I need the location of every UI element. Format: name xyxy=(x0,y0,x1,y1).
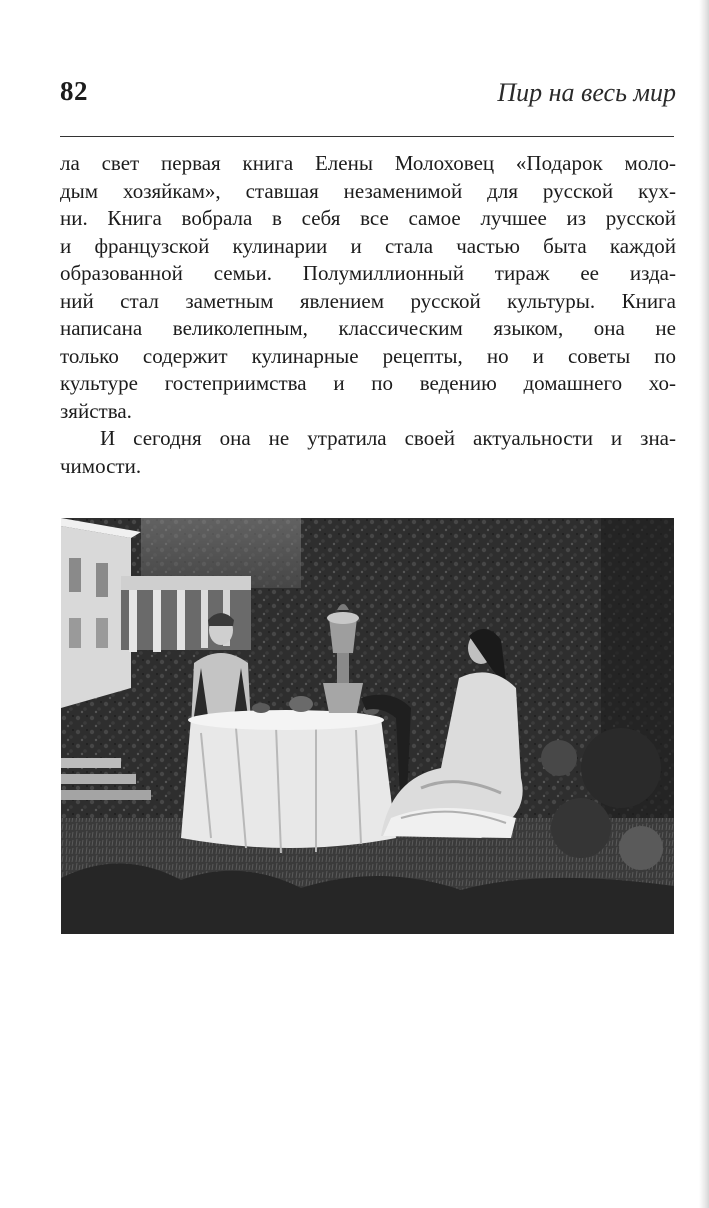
text-line: ла свет первая книга Елены Молоховец «Подарок моло- xyxy=(60,151,676,175)
painting-illustration xyxy=(61,518,674,934)
page-header xyxy=(60,76,676,116)
header-rule xyxy=(60,136,674,137)
running-title: Пир на весь мир xyxy=(497,78,676,107)
text-line: ни. Книга вобрала в себя все самое лучшее из русской xyxy=(60,206,676,230)
tea-party-painting xyxy=(61,518,674,934)
text-line: и французской кулинарии и стала частью быта каждой xyxy=(60,233,676,258)
page-number: 82 xyxy=(60,76,88,106)
text-line: зяйства. xyxy=(60,398,132,423)
text-line: культуре гостеприимства и по ведению домашнего хо- xyxy=(60,371,676,395)
page-edge-shadow xyxy=(699,0,709,1208)
text-line: ний стал заметным явлением русской культуры. Книга xyxy=(60,288,676,313)
text-line: образованной семьи. Полумиллионный тираж ее изда- xyxy=(60,261,676,285)
body-text xyxy=(60,150,676,480)
text-line: чимости. xyxy=(60,453,142,478)
text-line: дым хозяйкам», ставшая незаменимой для русской кух- xyxy=(60,178,676,203)
text-line: только содержит кулинарные рецепты, но и советы по xyxy=(60,343,676,368)
text-line: написана великолепным, классическим языком, она не xyxy=(60,316,676,340)
text-line-indented: И сегодня она не утратила своей актуальности и зна- xyxy=(100,426,676,450)
